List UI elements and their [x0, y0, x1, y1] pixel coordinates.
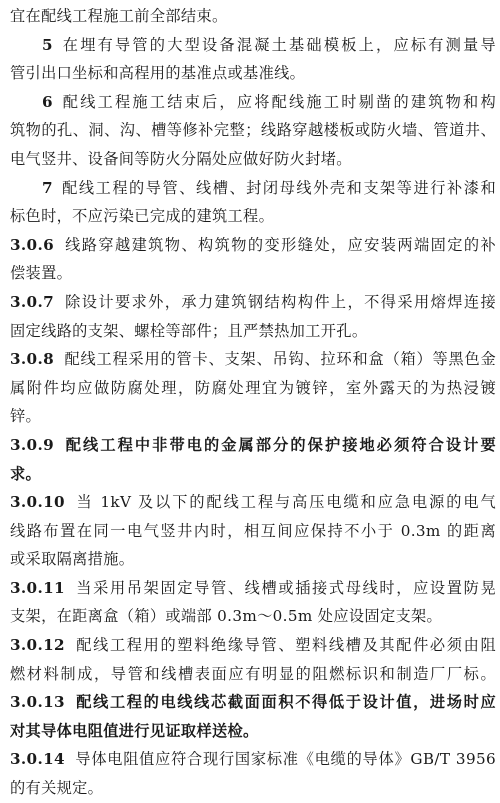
line-text: 或采取隔离措施。: [10, 550, 135, 569]
text-line: [10, 602, 496, 631]
clause-number: 3.0.10: [10, 493, 65, 512]
text-line: [10, 460, 496, 489]
text-line: [10, 660, 496, 689]
clause-line: [10, 688, 496, 717]
clause-line: [10, 488, 496, 517]
text-line: [10, 774, 496, 803]
text-line: [10, 374, 496, 403]
clause-number: 3.0.14: [10, 750, 65, 769]
text-line: [10, 545, 496, 574]
clause-line: [10, 288, 496, 317]
text-line: [10, 717, 496, 746]
line-text: 对其导体电阻值进行见证取样送检。: [10, 721, 259, 740]
line-text: 配线工程中非带电的金属部分的保护接地必须符合设计要: [64, 435, 496, 454]
line-text: 偿装置。: [10, 264, 73, 283]
line-text: 当采用吊架固定导管、线槽或插接式母线时，应设置防晃: [74, 578, 496, 597]
line-text: 求。: [10, 464, 42, 483]
line-text: 锌。: [10, 407, 42, 426]
line-text: 除设计要求外，承力建筑钢结构构件上，不得采用熔焊连接: [64, 292, 496, 311]
text-line: [10, 317, 496, 346]
text-line: [10, 2, 496, 31]
line-text: 线路穿越建筑物、构筑物的变形缝处，应安装两端固定的补: [64, 235, 496, 254]
line-text: 筑物的孔、洞、沟、槽等修补完整；线路穿越楼板或防火墙、管道井、: [10, 121, 496, 140]
clause-line: [10, 745, 496, 774]
line-text: 配线工程的电线线芯截面面积不得低于设计值，进场时应: [74, 693, 496, 712]
clause-number: 5: [42, 35, 53, 54]
line-text: 标色时，不应污染已完成的建筑工程。: [10, 207, 275, 226]
clause-number: 3.0.9: [10, 435, 55, 454]
line-text: 配线工程采用的管卡、支架、吊钩、拉环和盒（箱）等黑色金: [64, 350, 496, 369]
text-line: [10, 517, 496, 546]
line-text: 燃材料制成，导管和线槽表面应有明显的阻燃标识和制造厂厂标。: [10, 664, 496, 683]
text-line: [10, 259, 496, 288]
line-text: 配线工程用的塑料绝缘导管、塑料线槽及其配件必须由阻: [74, 636, 496, 655]
document-page: [10, 2, 496, 803]
line-text: 配线工程的导管、线槽、封闭母线外壳和支架等进行补漆和: [60, 178, 496, 197]
document-body: [10, 2, 496, 803]
clause-number: 7: [42, 178, 53, 197]
clause-number: 3.0.13: [10, 693, 65, 712]
line-text: 属附件均应做防腐处理，防腐处理宜为镀锌，室外露天的为热浸镀: [10, 378, 496, 397]
clause-line: [10, 631, 496, 660]
line-text: 配线工程施工结束后，应将配线施工时剔凿的建筑物和构: [60, 92, 496, 111]
text-line: [10, 145, 496, 174]
clause-line: [10, 574, 496, 603]
line-text: 当 1kV 及以下的配线工程与高压电缆和应急电源的电气: [74, 493, 496, 512]
clause-line: [10, 31, 496, 60]
text-line: [10, 202, 496, 231]
clause-number: 3.0.12: [10, 636, 65, 655]
clause-line: [10, 174, 496, 203]
clause-line: [10, 231, 496, 260]
line-text: 支架，在距离盒（箱）或端部 0.3m～0.5m 处应设固定支架。: [10, 607, 443, 626]
clause-number: 6: [42, 92, 53, 111]
line-text: 在埋有导管的大型设备混凝土基础模板上，应标有测量导: [60, 35, 496, 54]
clause-line: [10, 88, 496, 117]
line-text: 固定线路的支架、螺栓等部件；且严禁热加工开孔。: [10, 321, 368, 340]
line-text: 宜在配线工程施工前全部结束。: [10, 7, 228, 25]
clause-line: [10, 431, 496, 460]
line-text: 的有关规定。: [10, 779, 104, 798]
text-line: [10, 59, 496, 88]
clause-number: 3.0.7: [10, 292, 55, 311]
line-text: 管引出口坐标和高程用的基准点或基准线。: [10, 64, 306, 83]
text-line: [10, 116, 496, 145]
line-text: 电气竖井、设备间等防火分隔处应做好防火封堵。: [10, 149, 352, 168]
text-line: [10, 402, 496, 431]
clause-number: 3.0.6: [10, 235, 55, 254]
clause-number: 3.0.8: [10, 350, 55, 369]
clause-line: [10, 345, 496, 374]
clause-number: 3.0.11: [10, 578, 65, 597]
line-text: 导体电阻值应符合现行国家标准《电缆的导体》GB/T 3956: [74, 750, 496, 769]
line-text: 线路布置在同一电气竖井内时，相互间应保持不小于 0.3m 的距离: [10, 521, 496, 540]
